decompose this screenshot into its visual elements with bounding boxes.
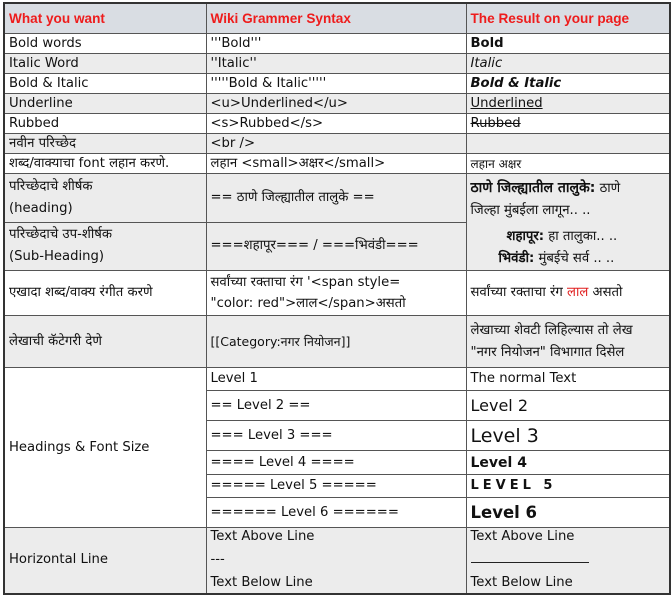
cell-syntax[interactable]: [[Category:नगर नियोजन]] (206, 316, 466, 368)
heading-result-line2: जिल्हा मुंबईला लागून.. .. (470, 203, 591, 218)
table-row-heading-level-1 (4, 368, 670, 391)
result-above: Text Above Line (470, 529, 575, 545)
wiki-syntax-sheet (3, 2, 669, 598)
table-row-new-paragraph (4, 134, 670, 154)
table-row-bold-italic (4, 74, 670, 94)
result-line1: लेखाच्या शेवटी लिहिल्यास तो लेख (470, 322, 633, 338)
cell-result[interactable]: Level 2 (466, 391, 670, 421)
syntax-line1: सर्वांच्या रक्ताचा रंग '<span style= (210, 275, 401, 290)
cell-want[interactable]: नवीन परिच्छेद (4, 134, 206, 154)
table-row-horizontal-line (4, 528, 670, 594)
heading-result-line1 (471, 177, 666, 200)
cell-want[interactable]: Bold & Italic (4, 74, 206, 94)
table-row-rubbed (4, 114, 670, 134)
cell-want-headings[interactable]: Headings & Font Size (4, 368, 206, 528)
cell-syntax[interactable]: ===शहापूर=== / ===भिवंडी=== (206, 222, 466, 271)
cell-want[interactable]: Rubbed (4, 114, 206, 134)
horizontal-rule (471, 552, 589, 563)
cell-syntax[interactable]: '''Bold''' (206, 34, 466, 54)
want-line1: परिच्छेदाचे उप-शीर्षक (9, 227, 112, 243)
table-row-italic (4, 54, 670, 74)
cell-syntax[interactable]: == Level 2 == (206, 391, 466, 421)
cell-want[interactable] (4, 174, 206, 223)
cell-want[interactable]: Bold words (4, 34, 206, 54)
cell-result[interactable]: Level 6 (466, 498, 670, 528)
cell-result[interactable] (466, 316, 670, 368)
cell-syntax[interactable]: <u>Underlined</u> (206, 94, 466, 114)
heading-title-rest: ठाणे (595, 181, 621, 196)
table-row-bold (4, 34, 670, 54)
table-row-underline (4, 94, 670, 114)
result-line2: "नगर नियोजन" विभागात दिसेल (470, 344, 625, 360)
cell-want[interactable] (4, 222, 206, 271)
cell-want[interactable]: शब्द/वाक्याचा font लहान करणे. (4, 154, 206, 174)
cell-syntax[interactable]: ====== Level 6 ====== (206, 498, 466, 528)
cell-result[interactable]: लहान अक्षर (466, 154, 670, 174)
table-row-color (4, 271, 670, 316)
cell-result[interactable] (466, 94, 670, 114)
cell-result[interactable]: The normal Text (466, 368, 670, 391)
cell-result[interactable] (466, 134, 670, 154)
wiki-syntax-table (3, 2, 671, 595)
cell-syntax[interactable]: लहान <small>अक्षर</small> (206, 154, 466, 174)
cell-syntax[interactable]: <br /> (206, 134, 466, 154)
cell-want[interactable]: Italic Word (4, 54, 206, 74)
cell-syntax[interactable]: ==== Level 4 ==== (206, 451, 466, 475)
cell-syntax[interactable]: ===== Level 5 ===== (206, 475, 466, 498)
subheading-2-rest: मुंबईचे सर्व .. .. (534, 251, 615, 266)
cell-syntax[interactable] (206, 528, 466, 594)
cell-want[interactable]: एखादा शब्द/वाक्य रंगीत करणे (4, 271, 206, 316)
red-colored-word: लाल (567, 285, 589, 300)
cell-syntax[interactable]: <s>Rubbed</s> (206, 114, 466, 134)
want-line1: परिच्छेदाचे शीर्षक (9, 178, 93, 194)
cell-syntax[interactable]: Level 1 (206, 368, 466, 391)
result-before: सर्वांच्या रक्ताचा रंग (470, 285, 568, 300)
cell-result[interactable] (466, 114, 670, 134)
cell-syntax[interactable]: === Level 3 === (206, 421, 466, 451)
cell-result-heading[interactable] (466, 174, 670, 271)
cell-result[interactable]: Level 4 (466, 451, 670, 475)
result-after: असतो (588, 285, 623, 300)
syntax-below: Text Below Line (210, 575, 313, 591)
header-result[interactable]: The Result on your page (466, 3, 670, 34)
syntax-line2: "color: red">लाल</span>असतो (210, 296, 406, 311)
cell-syntax[interactable]: '''''Bold & Italic''''' (206, 74, 466, 94)
cell-result[interactable]: Bold (466, 34, 670, 54)
table-row-category (4, 316, 670, 368)
header-wiki-syntax[interactable]: Wiki Grammer Syntax (206, 3, 466, 34)
cell-syntax[interactable]: == ठाणे जिल्ह्यातील तालुके == (206, 174, 466, 223)
strikethrough-text: Rubbed (470, 115, 521, 131)
cell-syntax[interactable] (206, 271, 466, 316)
syntax-hr: --- (210, 552, 225, 568)
cell-result[interactable]: Italic (466, 54, 670, 74)
cell-result[interactable] (466, 271, 670, 316)
want-line2: (Sub-Heading) (9, 249, 105, 265)
subheading-1-title: शहापूर: (506, 229, 545, 244)
subheading-result-1 (471, 226, 666, 248)
want-line2: (heading) (9, 200, 73, 216)
cell-syntax[interactable]: ''Italic'' (206, 54, 466, 74)
cell-result[interactable] (466, 528, 670, 594)
result-below: Text Below Line (470, 575, 573, 591)
cell-want[interactable]: Horizontal Line (4, 528, 206, 594)
subheading-result-2 (471, 248, 666, 270)
cell-result[interactable]: Level 3 (466, 421, 670, 451)
table-row-small-font (4, 154, 670, 174)
heading-title: ठाणे जिल्ह्यातील तालुके: (470, 180, 596, 196)
header-what-you-want[interactable]: What you want (4, 3, 206, 34)
cell-result[interactable]: Bold & Italic (466, 74, 670, 94)
cell-want[interactable]: लेखाची कॅटेगरी देणे (4, 316, 206, 368)
syntax-above: Text Above Line (210, 529, 315, 545)
subheading-2-title: भिवंडी: (498, 251, 535, 266)
underlined-text: Underlined (470, 95, 543, 111)
cell-want[interactable]: Underline (4, 94, 206, 114)
header-row (4, 3, 670, 34)
table-row-heading (4, 174, 670, 223)
cell-result[interactable]: LEVEL 5 (466, 475, 670, 498)
subheading-1-rest: हा तालुका.. .. (544, 229, 618, 244)
